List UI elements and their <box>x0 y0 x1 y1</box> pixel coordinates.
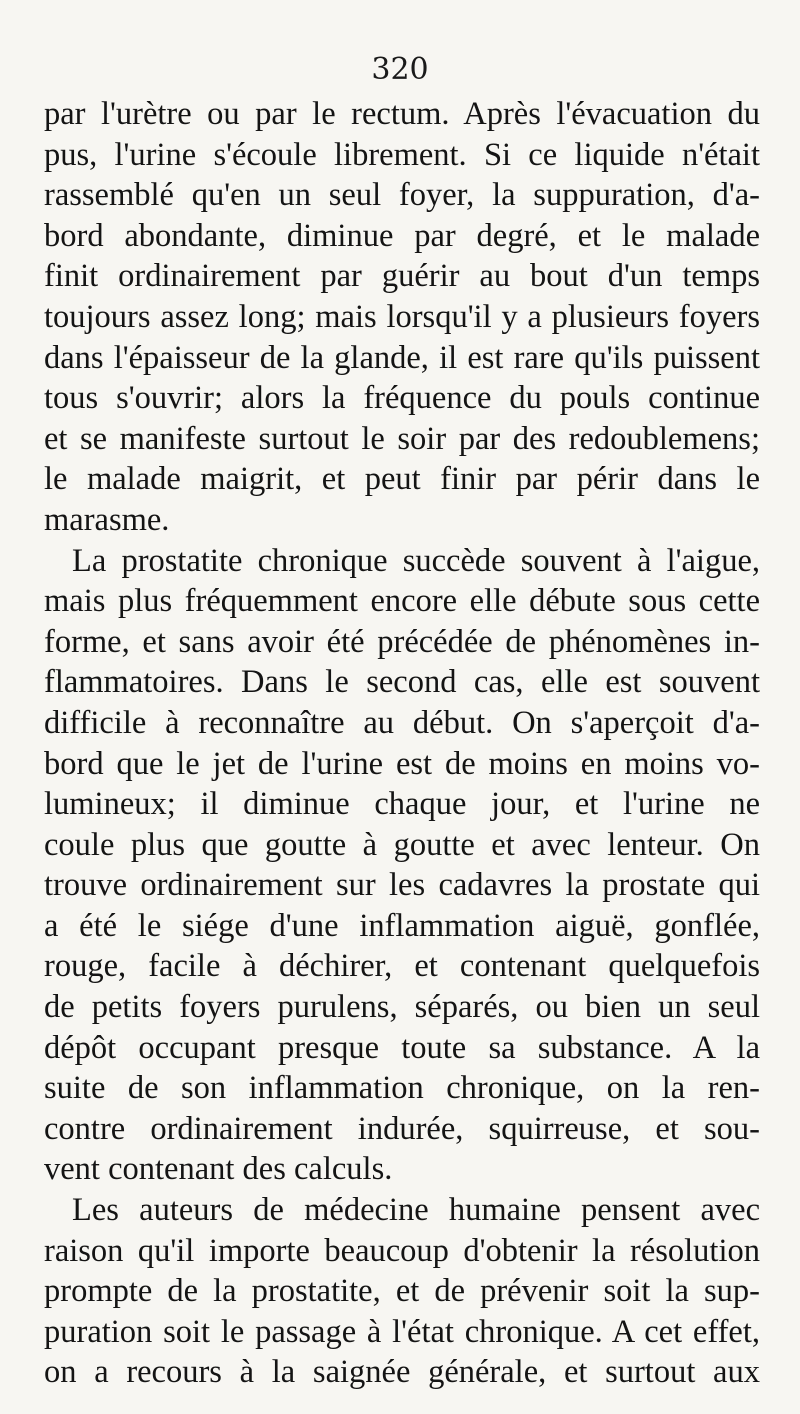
text-line: bord abondante, diminue par degré, et le malade <box>44 217 760 254</box>
text-line: coule plus que goutte à goutte et avec lenteur. On <box>44 826 760 863</box>
text-line: toujours assez long; mais lorsqu'il y a plusieurs foyers <box>44 298 760 335</box>
text-line: on a recours à la saignée générale, et surtout aux <box>44 1354 760 1391</box>
body-text <box>44 94 760 1393</box>
text-line: flammatoires. Dans le second cas, elle est souvent <box>44 664 760 701</box>
text-line: marasme. <box>44 501 170 538</box>
text-line: lumineux; il diminue chaque jour, et l'urine ne <box>44 786 760 823</box>
text-line: dépôt occupant presque toute sa substance. A la <box>44 1029 760 1066</box>
text-line: vent contenant des calculs. <box>44 1151 393 1188</box>
text-line: finit ordinairement par guérir au bout d'un temps <box>44 258 760 295</box>
text-line: le malade maigrit, et peut finir par périr dans le <box>44 461 760 498</box>
text-line: tous s'ouvrir; alors la fréquence du pouls continue <box>44 380 760 417</box>
paragraph-first-line: La prostatite chronique succède souvent à l'aigue, <box>72 542 760 579</box>
text-line: forme, et sans avoir été précédée de phénomènes in- <box>44 623 760 660</box>
text-line: rassemblé qu'en un seul foyer, la suppuration, d'a- <box>44 177 760 214</box>
text-line: mais plus fréquemment encore elle débute sous cette <box>44 583 760 620</box>
paragraph-first-line: Les auteurs de médecine humaine pensent avec <box>72 1192 760 1229</box>
text-line: a été le siége d'une inflammation aiguë, gonflée, <box>44 907 760 944</box>
text-line: raison qu'il importe beaucoup d'obtenir la résolution <box>44 1232 760 1269</box>
text-line: bord que le jet de l'urine est de moins en moins vo- <box>44 745 760 782</box>
text-line: dans l'épaisseur de la glande, il est rare qu'ils puissent <box>44 339 760 376</box>
page-number: 320 <box>371 52 429 87</box>
text-line: difficile à reconnaître au début. On s'aperçoit d'a- <box>44 704 760 741</box>
text-line: trouve ordinairement sur les cadavres la prostate qui <box>44 867 760 904</box>
text-line: et se manifeste surtout le soir par des redoublemens; <box>44 420 760 457</box>
text-line: rouge, facile à déchirer, et contenant quelquefois <box>44 948 760 985</box>
text-line: de petits foyers purulens, séparés, ou bien un seul <box>44 989 760 1026</box>
text-line: puration soit le passage à l'état chronique. A cet effet, <box>44 1313 760 1350</box>
text-line: prompte de la prostatite, et de prévenir soit la sup- <box>44 1273 760 1310</box>
text-line: par l'urètre ou par le rectum. Après l'évacuation du <box>44 96 760 132</box>
text-line: pus, l'urine s'écoule librement. Si ce liquide n'était <box>44 136 760 173</box>
text-line: suite de son inflammation chronique, on la ren- <box>44 1070 760 1107</box>
text-line: contre ordinairement indurée, squirreuse, et sou- <box>44 1110 760 1147</box>
